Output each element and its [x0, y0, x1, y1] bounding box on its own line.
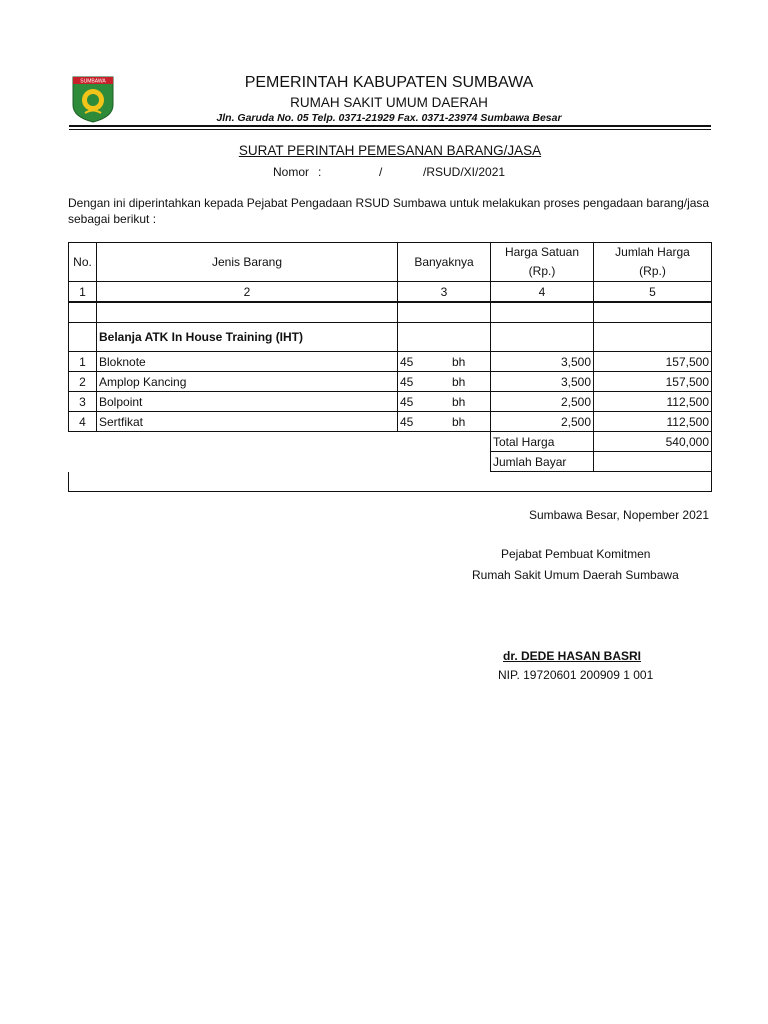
signatory-name: dr. DEDE HASAN BASRI	[503, 649, 642, 663]
header-harga-line2: (Rp.)	[528, 264, 556, 278]
empty-cell	[398, 302, 491, 323]
empty-cell	[69, 432, 97, 452]
empty-cell	[97, 472, 398, 492]
header-jenis-barang: Jenis Barang	[97, 243, 398, 282]
row-unit: bh	[452, 374, 466, 389]
header-banyaknya: Banyaknya	[398, 243, 491, 282]
nomor-suffix: /RSUD/XI/2021	[423, 165, 506, 179]
column-number: 4	[491, 282, 594, 303]
header-divider-thick	[69, 125, 711, 127]
empty-cell	[594, 323, 712, 352]
table-row	[69, 372, 712, 392]
empty-cell	[97, 452, 398, 472]
row-qty: 45	[400, 354, 414, 369]
header-divider-thin	[69, 129, 711, 130]
column-number: 3	[398, 282, 491, 303]
row-total: 112,500	[594, 412, 712, 432]
total-value: 540,000	[594, 432, 712, 452]
header-jumlah-harga	[594, 243, 712, 282]
row-quantity	[398, 372, 491, 392]
signature-role-line2: Rumah Sakit Umum Daerah Sumbawa	[472, 568, 679, 582]
header-jumlah-line1: Jumlah Harga	[615, 245, 690, 259]
row-no: 2	[69, 372, 97, 392]
row-item: Bloknote	[97, 352, 398, 372]
column-number: 1	[69, 282, 97, 303]
empty-cell	[398, 452, 491, 472]
row-item: Sertfikat	[97, 412, 398, 432]
empty-cell	[97, 302, 398, 323]
row-price: 3,500	[491, 352, 594, 372]
table-row	[69, 352, 712, 372]
header-address: Jln. Garuda No. 05 Telp. 0371-21929 Fax. 0371-23974 Sumbawa Besar	[216, 112, 562, 124]
column-number-row	[69, 282, 712, 303]
empty-cell	[69, 302, 97, 323]
signature-role-line1: Pejabat Pembuat Komitmen	[501, 547, 651, 561]
header-jumlah-line2: (Rp.)	[639, 264, 666, 278]
empty-cell	[69, 472, 97, 492]
row-total: 157,500	[594, 372, 712, 392]
row-item: Amplop Kancing	[97, 372, 398, 392]
row-qty: 45	[400, 394, 414, 409]
row-no: 1	[69, 352, 97, 372]
section-title: Belanja ATK In House Training (IHT)	[97, 323, 398, 352]
row-unit: bh	[452, 354, 466, 369]
row-quantity	[398, 392, 491, 412]
intro-paragraph: Dengan ini diperintahkan kepada Pejabat Pengadaan RSUD Sumbawa untuk melakukan proses pengadaan barang/jasa sebagai berikut :	[68, 196, 710, 226]
spacer-row	[69, 302, 712, 323]
signature-place-date: Sumbawa Besar, Nopember 2021	[529, 508, 710, 522]
row-item: Bolpoint	[97, 392, 398, 412]
total-label: Total Harga	[491, 432, 594, 452]
empty-cell	[97, 432, 398, 452]
document-title: SURAT PERINTAH PEMESANAN BARANG/JASA	[238, 143, 542, 158]
row-quantity	[398, 352, 491, 372]
empty-cell	[398, 323, 491, 352]
empty-cell	[398, 472, 491, 492]
logo-text: SUMBAWA	[80, 78, 106, 85]
bayar-row	[69, 452, 712, 472]
empty-cell	[69, 323, 97, 352]
header-no: No.	[69, 243, 97, 282]
column-number: 2	[97, 282, 398, 303]
row-unit: bh	[452, 414, 466, 429]
empty-cell	[491, 472, 594, 492]
nomor-slash: /	[379, 165, 383, 179]
empty-cell	[69, 452, 97, 472]
table-header-row	[69, 243, 712, 282]
items-table	[68, 242, 712, 492]
nomor-label: Nomor	[273, 165, 310, 179]
row-unit: bh	[452, 394, 466, 409]
bayar-value	[594, 452, 712, 472]
empty-cell	[594, 472, 712, 492]
row-no: 4	[69, 412, 97, 432]
row-total: 157,500	[594, 352, 712, 372]
row-qty: 45	[400, 374, 414, 389]
row-qty: 45	[400, 414, 414, 429]
signatory-nip: NIP. 19720601 200909 1 001	[498, 668, 654, 682]
row-price: 3,500	[491, 372, 594, 392]
row-price: 2,500	[491, 392, 594, 412]
header-harga-line1: Harga Satuan	[504, 245, 580, 259]
section-row	[69, 323, 712, 352]
header-title: PEMERINTAH KABUPATEN SUMBAWA	[244, 74, 534, 91]
column-number: 5	[594, 282, 712, 303]
row-quantity	[398, 412, 491, 432]
kabupaten-sumbawa-logo	[71, 75, 115, 123]
nomor-colon: :	[318, 165, 322, 179]
table-row	[69, 392, 712, 412]
empty-cell	[491, 323, 594, 352]
bayar-label: Jumlah Bayar	[491, 452, 594, 472]
total-row	[69, 432, 712, 452]
empty-cell	[398, 432, 491, 452]
header-subtitle: RUMAH SAKIT UMUM DAERAH	[290, 95, 488, 110]
row-total: 112,500	[594, 392, 712, 412]
header-harga-satuan	[491, 243, 594, 282]
row-price: 2,500	[491, 412, 594, 432]
table-row	[69, 412, 712, 432]
empty-cell	[594, 302, 712, 323]
row-no: 3	[69, 392, 97, 412]
closing-row	[69, 472, 712, 492]
empty-cell	[491, 302, 594, 323]
